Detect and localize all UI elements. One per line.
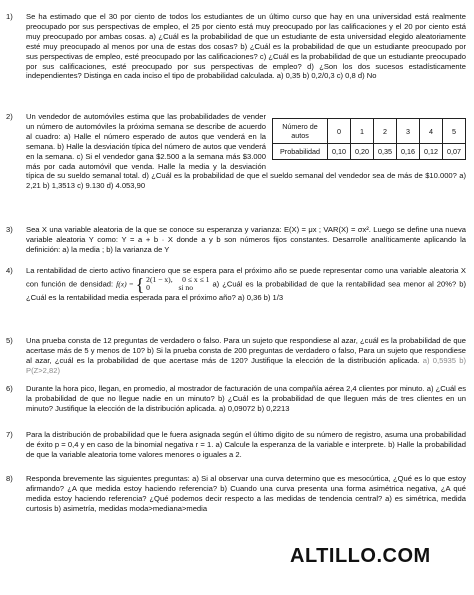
exercise-3 (6, 225, 466, 255)
table-cell: 0,12 (420, 144, 443, 160)
table-header-cell: 0 (328, 119, 351, 144)
exercise-number: 4) (6, 266, 13, 275)
exercise-number: 1) (6, 12, 13, 21)
table-cell: 0,10 (328, 144, 351, 160)
exercise-text: Se ha estimado que el 30 por ciento de todos los estudiantes de un último curso que hay en una universidad está realmente preocupado por sus perspectivas de empleo, el 25 por ciento está muy preocupado por las calificaciones y el 20 por ciento está muy preocupado por ambas cosas. a) ¿Cuál es la probabilidad de que un estudiante de esta universidad elegido aleatoriamente esté muy preocupado al menos por una de estas dos cosas? b) ¿Cuál es la probabilidad de que un estudiante preocupado por sus perspectivas de empleo, esté preocupado por las calificaciones? c) ¿Cuál es la probabilidad de que un estudiante preocupado por sus calificaciones, esté preocupado por sus perspectivas de empleo? d) ¿Son los dos sucesos estadísticamente independientes? Distinga en cada inciso el tipo de probabilidad calculada. (26, 12, 466, 81)
exercise-number: 7) (6, 430, 13, 439)
exercise-4 (6, 266, 466, 303)
exercise-text: Responda brevemente las siguientes preguntas: a) Si al observar una curva determino que es mesocúrtica, ¿Qué es lo que estoy afirmando? ¿A que medida estoy haciendo referencia? b) Cuando una curva presenta una forma asimétrica negativa, ¿A qué medida estoy haciendo referencia? ¿Qué podemos decir respecto a las medidas de tendencia central? (26, 474, 466, 503)
table-cell: 0,20 (351, 144, 374, 160)
exercise-number: 2) (6, 112, 13, 121)
exercise-1 (6, 12, 466, 81)
exercise-number: 6) (6, 384, 13, 393)
exercise-2 (6, 112, 466, 191)
table-header-cell: 3 (397, 119, 420, 144)
exercise-answer: a) 0,5935 b) P(Z>2,82) (26, 355, 466, 375)
table-header-cell: 5 (443, 119, 466, 144)
exercise-number: 8) (6, 474, 13, 483)
exercise-text: Para la distribución de probabilidad que le fuera asignada según el último digito de su número de registro, asuma una probabilidad de éxito p = 0,4 y en caso de la binomial negativa r = 1. a) Calcule la esperanza de la variable e interprete. b) Halle la probabilidad de que la variable aleatoria tome valores menores o iguales a 2. (26, 430, 466, 459)
exercise-text: a) ¿Cuál es la probabilidad de que la rentabilidad sea menor al 20%? b) ¿Cuál es la rentabilidad media esperada para el próximo año? (26, 279, 466, 302)
exercise-number: 3) (6, 225, 13, 234)
table-row-label: Probabilidad (273, 144, 328, 160)
table-header-cell: 2 (374, 119, 397, 144)
exercise-text: Durante la hora pico, llegan, en promedio, al mostrador de facturación de una compañía aérea 2,4 clientes por minuto. a) ¿Cuál es la probabilidad de que no llegue nadie en un minuto? b) ¿Cuál es la probabilidad de que lleguen más de tres clientes en un minuto? Justifique la elección de la distribución aplicada. (26, 384, 466, 413)
exercise-text: Sea X una variable aleatoria de la que se conoce su esperanza y varianza: E(X) = μx ; VAR(X) = σx². Luego se define una nueva variable aleatoria Y como: Y = a + b · X donde a y b son números fijos constantes. Desarrolle analíticamente aplicando la definición: a) la media ; b) la varianza de Y (26, 225, 466, 254)
exercise-answer: a) es simétrica, medida curtosis b) asimetría, medidas moda>mediana>media (26, 493, 466, 513)
site-logo[interactable]: ALTILLO.COM (290, 545, 431, 567)
table-cell: 0,07 (443, 144, 466, 160)
exercise-answer: a) 2,21 b) 1,3513 c) 9.130 d) 4.053,90 (26, 171, 466, 191)
exercise-6 (6, 384, 466, 414)
table-header-cell: 1 (351, 119, 374, 144)
exercise-number: 5) (6, 336, 13, 345)
probability-table (272, 118, 466, 160)
exercise-text: Un vendedor de automóviles estima que las probabilidades de vender un número de automóviles la próxima semana se describe de acuerdo al cuadro: a) Halle el número esperado de autos que venderá en la semana. b) Halle la desviación típica del número de autos que venderá en la semana. c) Si el vendedor gana $2.500 a la semana más $3.000 más por cada automóvil que venda. Halle la media y la desviación típica de su sueldo semanal total. d) ¿Cuál es la probabilidad de que el sueldo semanal del vendedor sea de más de $10.000? (26, 112, 457, 181)
exercise-answer: a) 0,35 b) 0,2/0,3 c) 0,8 d) No (276, 71, 377, 81)
exercise-5 (6, 336, 466, 376)
exercise-answer: a) 0,09072 b) 0,2213 (218, 403, 290, 413)
table-cell: 0,35 (374, 144, 397, 160)
exercise-answer: a) 0,36 b) 1/3 (237, 292, 284, 302)
exercise-8 (6, 474, 466, 514)
table-row (273, 119, 466, 144)
table-header-cell: Número de autos (273, 119, 328, 144)
table-cell: 0,16 (397, 144, 420, 160)
table-row (273, 144, 466, 160)
table-header-cell: 4 (420, 119, 443, 144)
density-formula: f(x) = { 2(1 − x), 0 ≤ x ≤ 1 0 si no (116, 274, 210, 295)
exercise-text: La rentabilidad de cierto activo financiero que se espera para el próximo año se puede representar como una variable aleatoria X con función de densidad: (26, 266, 466, 289)
exercise-7 (6, 430, 466, 460)
exercise-text: Una prueba consta de 12 preguntas de verdadero o falso. Para un sujeto que respondiese al azar, ¿cuál es la probabilidad de que acertase más de 5 y menos de 10? b) Si la prueba consta de 200 preguntas de verdadero o falso, Para un sujeto que respondiese al azar, ¿cuál es la probabilidad de que acertase más de 120? Justifique la elección de la distribución aplicada. (26, 336, 466, 365)
